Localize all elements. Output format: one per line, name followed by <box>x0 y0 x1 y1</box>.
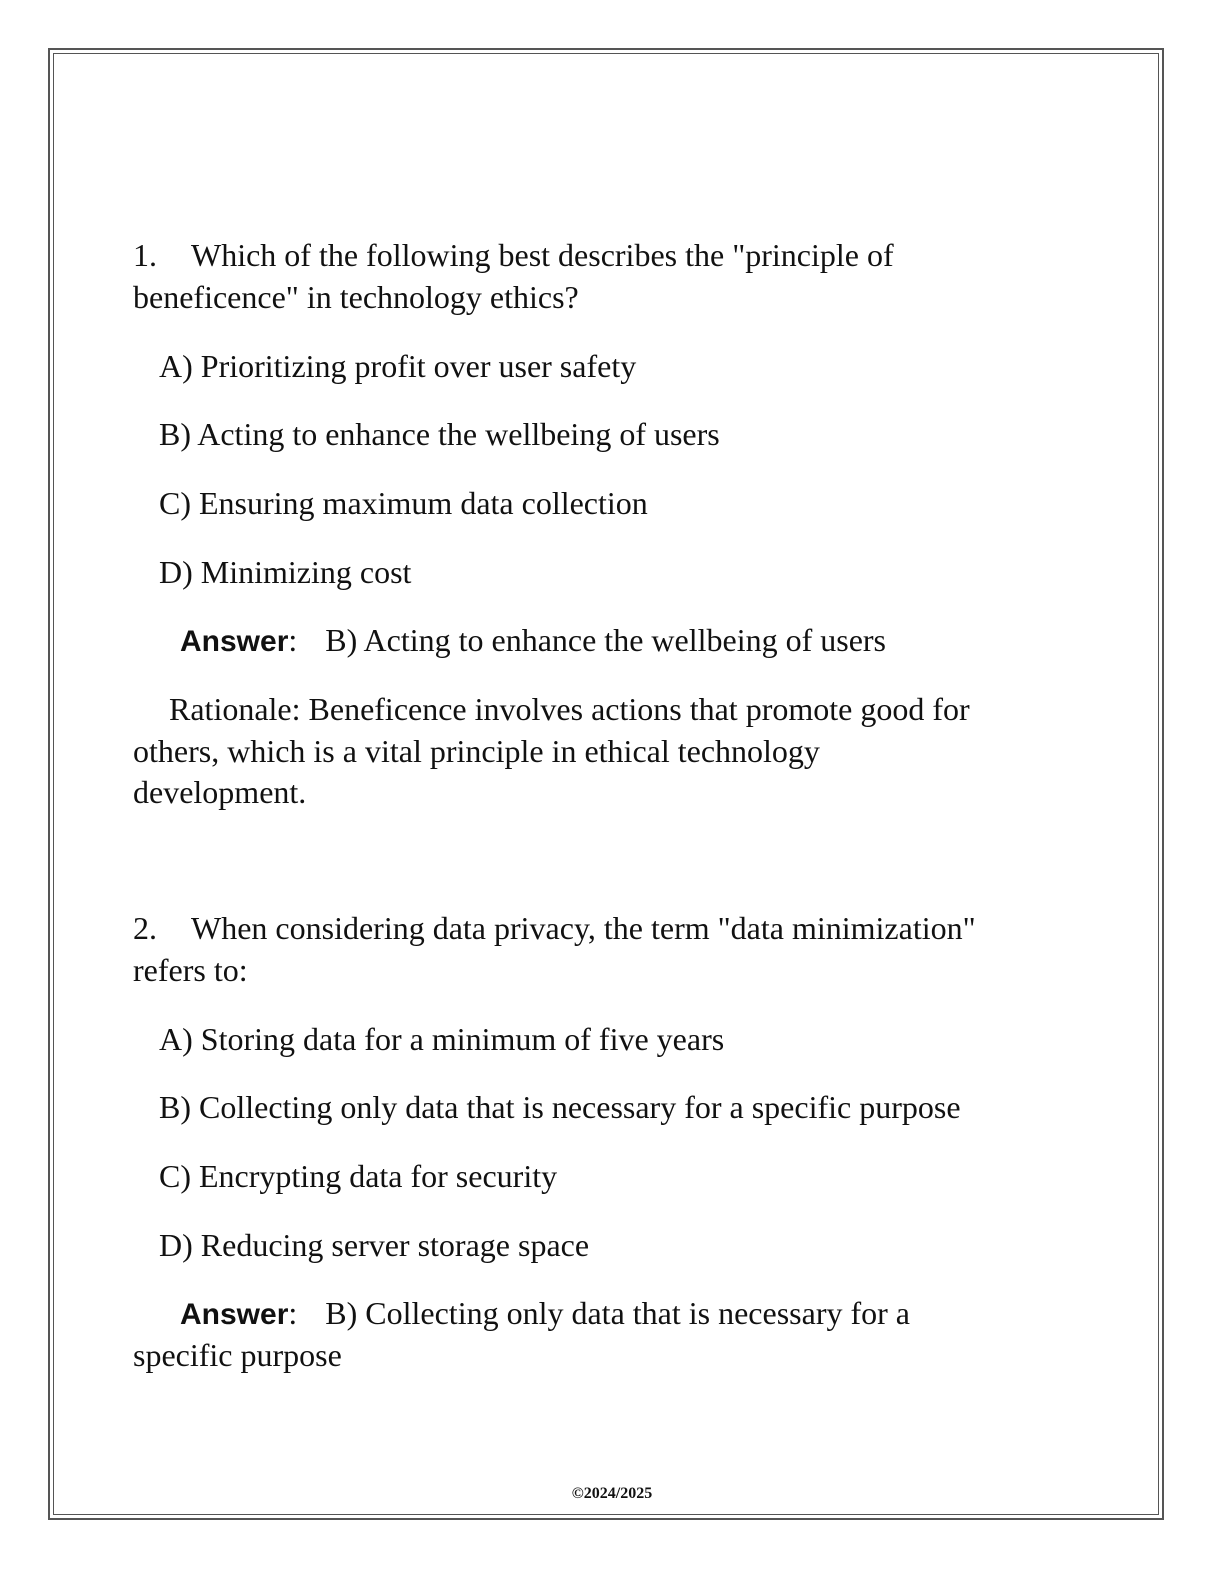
question-1-prompt-line1: Which of the following best describes the "principle of <box>191 237 894 273</box>
answer-label: Answer <box>180 625 289 658</box>
question-2-option-d: D) Reducing server storage space <box>159 1227 590 1263</box>
question-2-option-b: B) Collecting only data that is necessary for a specific purpose <box>159 1089 961 1125</box>
question-1-option-b: B) Acting to enhance the wellbeing of users <box>159 416 720 452</box>
question-1-option-c: C) Ensuring maximum data collection <box>159 485 648 521</box>
question-2-answer-text-line2: specific purpose <box>133 1337 342 1373</box>
answer-label: Answer <box>180 1298 289 1331</box>
question-1-rationale-line1: Rationale: Beneficence involves actions that promote good for <box>169 691 970 727</box>
question-2-prompt-line1: When considering data privacy, the term "data minimization" <box>191 910 976 946</box>
question-1-option-d: D) Minimizing cost <box>159 554 412 590</box>
answer-colon: : <box>288 622 298 658</box>
answer-colon: : <box>288 1295 298 1331</box>
question-2-prompt-line2: refers to: <box>133 952 248 988</box>
question-1-rationale-line2: others, which is a vital principle in ethical technology <box>133 733 820 769</box>
question-1-number: 1. <box>133 237 157 273</box>
question-2-number: 2. <box>133 910 157 946</box>
question-1-option-a: A) Prioritizing profit over user safety <box>159 348 637 384</box>
question-1-rationale-line3: development. <box>133 774 307 810</box>
question-2-option-c: C) Encrypting data for security <box>159 1158 558 1194</box>
question-1-answer-text: B) Acting to enhance the wellbeing of users <box>325 622 886 658</box>
question-2-prompt <box>133 907 976 949</box>
copyright-footer: ©2024/2025 <box>571 1485 653 1502</box>
question-2-option-a: A) Storing data for a minimum of five years <box>159 1021 725 1057</box>
question-2-answer <box>180 1292 910 1336</box>
question-1-prompt-line2: beneficence" in technology ethics? <box>133 279 579 315</box>
question-1-prompt <box>133 234 894 276</box>
question-1-answer <box>180 619 886 663</box>
question-2-answer-text-line1: B) Collecting only data that is necessary for a <box>325 1295 910 1331</box>
